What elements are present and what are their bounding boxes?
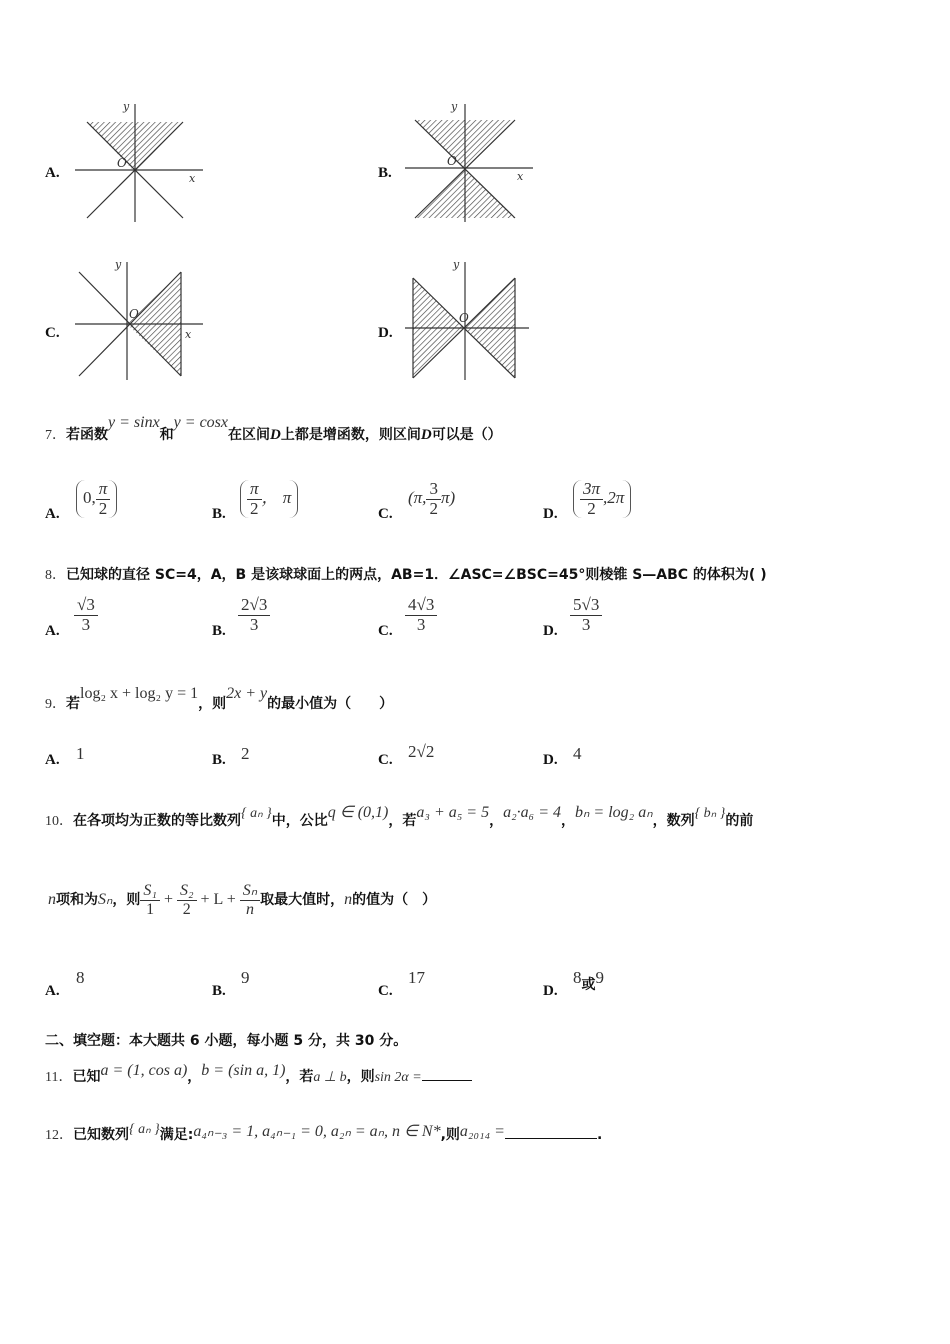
graph-option-a bbox=[75, 100, 210, 225]
y-label: y bbox=[453, 258, 460, 271]
condition-formula: a₄ₙ₋₃ = 1, a₄ₙ₋₁ = 0, a₂ₙ = aₙ, n ∈ N* bbox=[193, 1123, 441, 1140]
q9-option-a-label: A. bbox=[45, 752, 60, 768]
q9-option-d: 4 bbox=[573, 744, 582, 763]
option-d-label: D. bbox=[378, 325, 393, 341]
q7-option-d-label: D. bbox=[543, 506, 558, 522]
vector-a: a = (1, cos a) bbox=[100, 1062, 188, 1079]
origin-label: O bbox=[447, 154, 457, 168]
question-10-line-1: 10．在各项均为正数的等比数列{ aₙ }中，公比q ∈ (0,1)，若a₃ + a₅ = 5，a₂·a₆ = 4，bₙ = log₂ aₙ，数列{ bₙ }的前 bbox=[45, 804, 754, 829]
option-c-label: C. bbox=[45, 325, 60, 341]
x-label: x bbox=[517, 170, 524, 183]
question-8: 8．已知球的直径 SC=4，A，B 是该球球面上的两点，AB=1．∠ASC=∠BSC=45°则棱锥 S—ABC 的体积为( ) bbox=[45, 567, 767, 583]
q8-option-d: $\frac{5√3}{3}$ bbox=[570, 596, 602, 634]
q10-option-d-label: D. bbox=[543, 983, 558, 999]
q10-option-c-label: C. bbox=[378, 983, 393, 999]
graph-option-c bbox=[75, 258, 210, 383]
q8-option-a-label: A. bbox=[45, 623, 60, 639]
q7-option-b-label: B. bbox=[212, 506, 226, 522]
formula-sin: y = sinx bbox=[108, 414, 160, 431]
question-number: 11． bbox=[45, 1070, 73, 1085]
option-b-label: B. bbox=[378, 165, 392, 181]
origin-label: O bbox=[129, 307, 139, 321]
q8-option-a: $\frac{√3}{3}$ bbox=[74, 596, 98, 634]
answer-blank[interactable] bbox=[422, 1080, 472, 1081]
question-number: 8． bbox=[45, 568, 66, 583]
formula-cos: y = cosx bbox=[173, 414, 228, 431]
q7-option-d: $\frac{3\pi}{2}$ ,2π bbox=[573, 480, 631, 518]
q8-option-c-label: C. bbox=[378, 623, 393, 639]
q9-option-d-label: D. bbox=[543, 752, 558, 768]
condition-formula: log₂ x + log₂ y = 1 bbox=[80, 685, 199, 702]
question-number: 10． bbox=[45, 814, 73, 829]
vector-b: b = (sin a, 1) bbox=[201, 1062, 286, 1079]
q9-option-b-label: B. bbox=[212, 752, 226, 768]
question-number: 7． bbox=[45, 428, 66, 443]
q7-option-b: $\frac{\pi}{2}$ ， π bbox=[240, 480, 298, 518]
y-label: y bbox=[115, 258, 122, 271]
question-11: 11．已知a = (1, cos a)，b = (sin a, 1)，若a ⊥ b，则sin 2α = bbox=[45, 1066, 472, 1086]
question-12: 12．已知数列{ aₙ }满足:a₄ₙ₋₃ = 1, a₄ₙ₋₁ = 0, a₂ₙ = aₙ, n ∈ N*,则a₂₀₁₄ = . bbox=[45, 1122, 603, 1143]
option-a-label: A. bbox=[45, 165, 60, 181]
q10-option-c: 17 bbox=[408, 968, 425, 987]
q10-option-b: 9 bbox=[241, 968, 250, 987]
question-9: 9．若log₂ x + log₂ y = 1，则2x + y的最小值为（ ） bbox=[45, 685, 394, 712]
section-2-heading: 二、填空题：本大题共 6 小题，每小题 5 分，共 30 分。 bbox=[45, 1033, 408, 1049]
q10-option-a: 8 bbox=[76, 968, 85, 987]
q10-option-b-label: B. bbox=[212, 983, 226, 999]
x-label: x bbox=[189, 172, 196, 185]
origin-label: O bbox=[117, 156, 127, 170]
question-7: 7．若函数y = sinx和y = cosx在区间D上都是增函数，则区间D可以是（） bbox=[45, 414, 502, 443]
y-label: y bbox=[451, 100, 458, 113]
q8-option-c: $\frac{4√3}{3}$ bbox=[405, 596, 437, 634]
graph-option-b bbox=[405, 100, 540, 225]
question-number: 9． bbox=[45, 697, 66, 712]
q8-option-b: $\frac{2√3}{3}$ bbox=[238, 596, 270, 634]
answer-blank[interactable] bbox=[505, 1138, 597, 1139]
q9-option-c: 2√2 bbox=[408, 742, 435, 761]
q7-option-c-label: C. bbox=[378, 506, 393, 522]
q8-option-b-label: B. bbox=[212, 623, 226, 639]
q8-option-d-label: D. bbox=[543, 623, 558, 639]
origin-label: O bbox=[459, 311, 469, 325]
q7-option-c: (π, $\frac{3}{2}$ π) bbox=[408, 479, 456, 518]
question-number: 12． bbox=[45, 1128, 73, 1143]
q7-option-a: 0, $\frac{\pi}{2}$ bbox=[76, 480, 117, 518]
y-label: y bbox=[123, 100, 130, 113]
graph-option-d bbox=[405, 258, 540, 383]
target-expression: 2x + y bbox=[226, 685, 268, 702]
question-10-line-2: n项和为Sₙ，则 $\frac{\text{S₁}}{1}$ + $\frac{\text{S₂}}{2}$ + L + $\frac{\text{Sₙ}}{n}$ 取最大值时，n的值为（ ） bbox=[48, 882, 437, 918]
q10-option-a-label: A. bbox=[45, 983, 60, 999]
q9-option-c-label: C. bbox=[378, 752, 393, 768]
q9-option-a: 1 bbox=[76, 744, 85, 763]
q7-option-a-label: A. bbox=[45, 506, 60, 522]
q10-option-d: 8或9 bbox=[573, 968, 604, 993]
x-label: x bbox=[185, 328, 192, 341]
q9-option-b: 2 bbox=[241, 744, 250, 763]
